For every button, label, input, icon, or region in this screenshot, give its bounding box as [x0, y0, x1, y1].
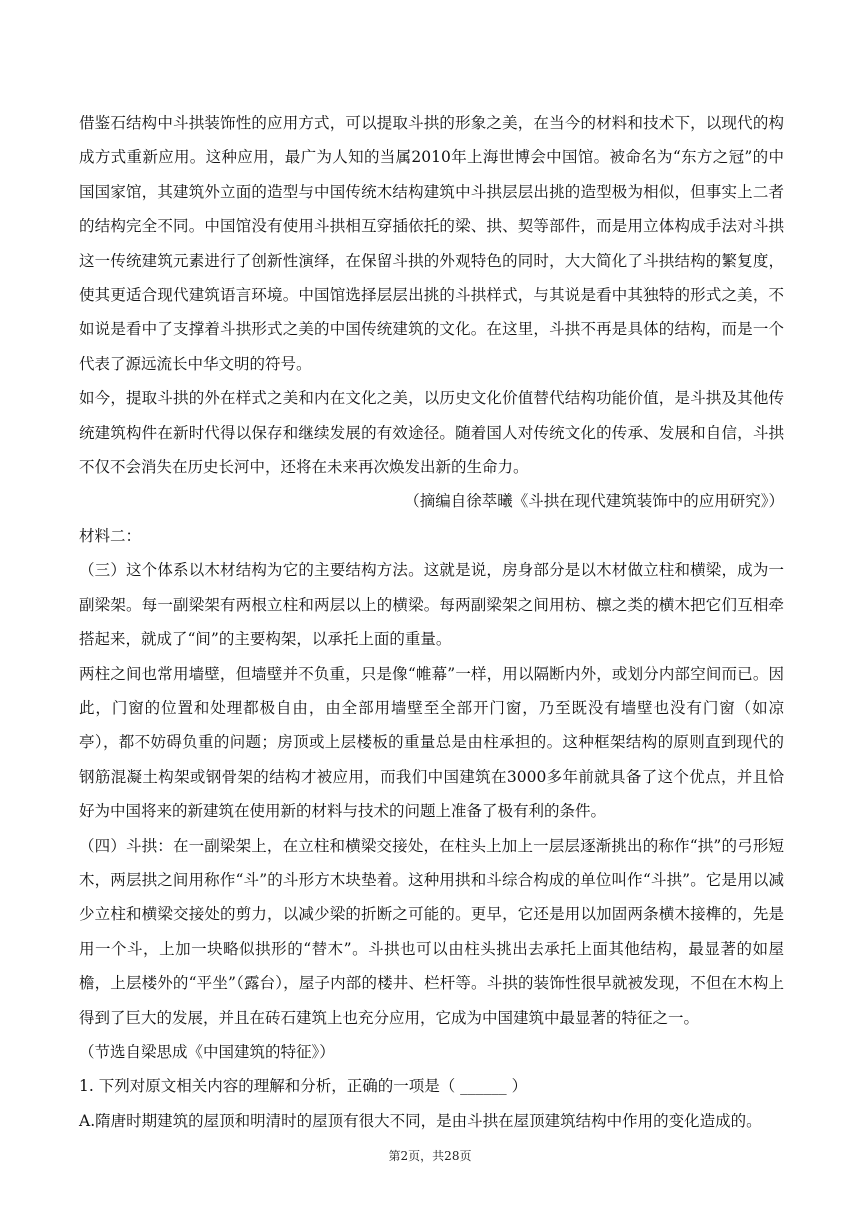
document-body [79, 106, 784, 1138]
source-citation-2: （节选自梁思成《中国建筑的特征》） [79, 1042, 335, 1061]
paragraph-shiyuan-application: 借鉴石结构中斗拱装饰性的应用方式，可以提取斗拱的形象之美，在当今的材料和技术下，以现代的构成方式重新应用。这种应用，最广为人知的当属2010年上海世博会中国馆。被命名为“东方之冠”的中国国家馆，其建筑外立面的造型与中国传统木结构建筑中斗拱层层出挑的造型极为相似，但事实上二者的结构完全不同。中国馆没有使用斗拱相互穿插依托的梁、拱、契等部件，而是用立体构成手法对斗拱这一传统建筑元素进行了创新性演绎，在保留斗拱的外观特色的同时，大大简化了斗拱结构的繁复度，使其更适合现代建筑语言环境。中国馆选择层层出挑的斗拱样式，与其说是看中其独特的形式之美，不如说是看中了支撑着斗拱形式之美的中国传统建筑的文化。在这里，斗拱不再是具体的结构，而是一个代表了源远流长中华文明的符号。 [79, 114, 784, 373]
source-citation-1: （摘编自徐萃曦《斗拱在现代建筑装饰中的应用研究》） [404, 492, 784, 511]
paragraph-section-four-dougong: （四）斗拱：在一副梁架上，在立柱和横梁交接处，在柱头上加上一层层逐渐挑出的称作“拱”的弓形短木，两层拱之间用称作“斗”的斗形方木块垫着。这种用拱和斗综合构成的单位叫作“斗拱”。它是用以减少立柱和横梁交接处的剪力，以减少梁的折断之可能的。更早，它还是用以加固两条横木接榫的，先是用一个斗，上加一块略似拱形的“替木”。斗拱也可以由柱头挑出去承托上面其他结构，最显著的如屋檐，上层楼外的“平坐”（露台），屋子内部的楼井、栏杆等。斗拱的装饰性很早就被发现，不但在木构上得到了巨大的发展，并且在砖石建筑上也充分应用，它成为中国建筑中最显著的特征之一。 [79, 836, 784, 1027]
paragraph-rujin: 如今，提取斗拱的外在样式之美和内在文化之美，以历史文化价值替代结构功能价值，是斗拱及其他传统建筑构件在新时代得以保存和继续发展的有效途径。随着国人对传统文化的传承、发展和自信，斗拱不仅不会消失在历史长河中，还将在未来再次焕发出新的生命力。 [79, 389, 784, 477]
page-footer: 第2页，共28页 [388, 1149, 472, 1163]
material-two-heading: 材料二： [79, 526, 142, 545]
option-a: A.隋唐时期建筑的屋顶和明清时的屋顶有很大不同，是由斗拱在屋顶建筑结构中作用的变化造成的。 [79, 1111, 762, 1130]
paragraph-section-three: （三）这个体系以木材结构为它的主要结构方法。这就是说，房身部分是以木材做立柱和横梁，成为一副梁架。每一副梁架有两根立柱和两层以上的横梁。每两副梁架之间用枋、檩之类的横木把它们互相牵搭起来，就成了“间”的主要构架，以承托上面的重量。 [79, 561, 784, 649]
question-1: 1. 下列对原文相关内容的理解和分析，正确的一项是（ ______ ） [79, 1077, 528, 1096]
paragraph-wall: 两柱之间也常用墙壁，但墙壁并不负重，只是像“帷幕”一样，用以隔断内外，或划分内部空间而已。因此，门窗的位置和处理都极自由，由全部用墙壁至全部开门窗，乃至既没有墙壁也没有门窗（如凉亭），都不妨碍负重的问题；房顶或上层楼板的重量总是由柱承担的。这种框架结构的原则直到现代的钢筋混凝土构架或钢骨架的结构才被应用，而我们中国建筑在3000多年前就具备了这个优点，并且恰好为中国将来的新建筑在使用新的材料与技术的问题上准备了极有利的条件。 [79, 664, 784, 821]
